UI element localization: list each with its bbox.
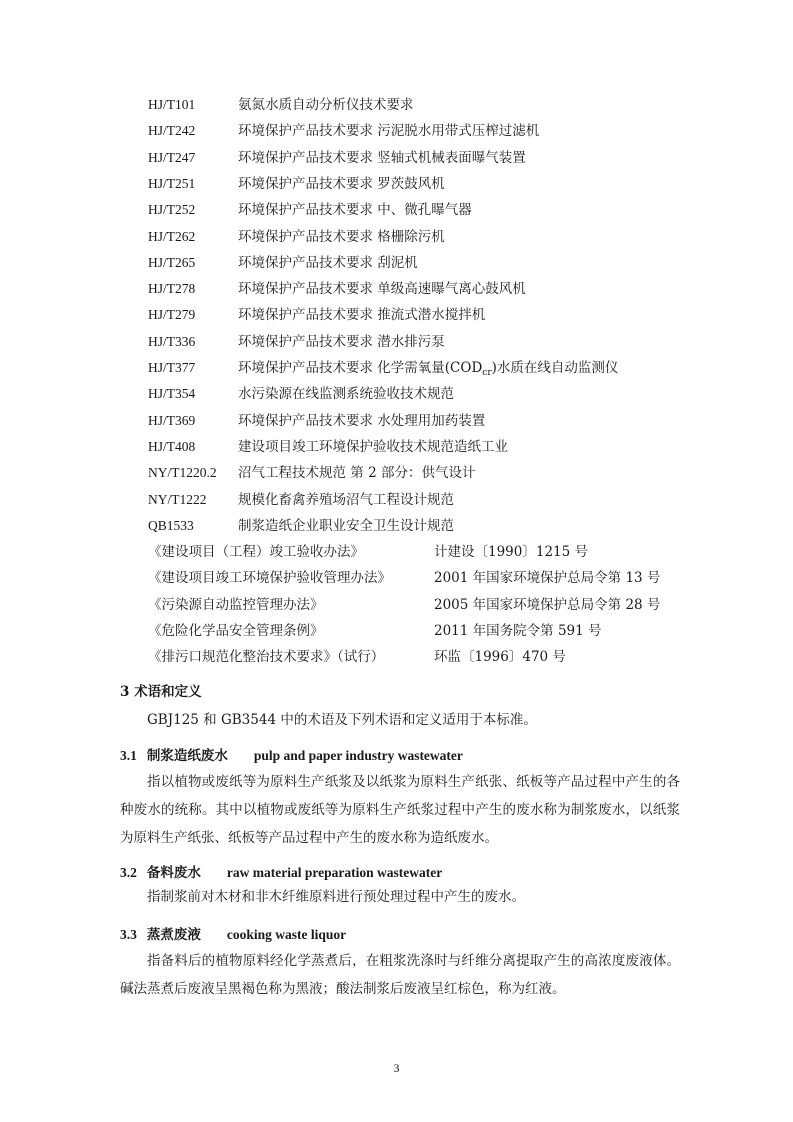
term-number: 3.1 bbox=[120, 748, 137, 763]
reference-row bbox=[148, 254, 418, 272]
reference-row bbox=[148, 149, 526, 167]
reference-title-subscript: cr bbox=[482, 368, 492, 378]
reference-row bbox=[148, 385, 454, 403]
reference-row bbox=[148, 491, 454, 509]
section-3-title: 3 术语和定义 bbox=[120, 684, 202, 700]
reference-code: NY/T1220.2 bbox=[148, 465, 217, 481]
page-number: 3 bbox=[393, 1061, 400, 1075]
term-en: raw material preparation wastewater bbox=[226, 865, 443, 880]
reference-title-part: 环境保护产品技术要求 化学需氧量(COD bbox=[238, 360, 483, 376]
reference-title: 氨氮水质自动分析仪技术要求 bbox=[238, 97, 414, 113]
reference-row bbox=[148, 464, 475, 482]
reference-row bbox=[148, 306, 485, 324]
reference-row bbox=[148, 175, 445, 193]
reference-row bbox=[148, 96, 414, 114]
regulation-row bbox=[148, 622, 602, 640]
reference-title: 环境保护产品技术要求 罗茨鼓风机 bbox=[238, 175, 445, 192]
reference-code: HJ/T336 bbox=[148, 333, 196, 349]
regulation-number: 2011 年国务院令第 591 号 bbox=[434, 622, 602, 639]
reference-code: HJ/T252 bbox=[148, 202, 196, 218]
regulation-name: 《排污口规范化整治技术要求》（试行） bbox=[148, 649, 385, 666]
reference-code: HJ/T242 bbox=[148, 123, 196, 139]
reference-title: 环境保护产品技术要求 中、微孔曝气器 bbox=[238, 202, 472, 219]
reference-code: QB1533 bbox=[148, 517, 194, 533]
regulation-row bbox=[148, 543, 588, 561]
reference-title: 建设项目竣工环境保护验收技术规范造纸工业 bbox=[238, 438, 508, 455]
reference-title bbox=[238, 359, 618, 382]
reference-row bbox=[148, 438, 508, 456]
reference-row bbox=[148, 201, 472, 219]
regulation-name: 《建设项目竣工环境保护验收管理办法》 bbox=[148, 570, 391, 587]
regulation-name: 《建设项目（工程）竣工验收办法》 bbox=[148, 544, 364, 560]
regulation-number: 环监〔1996〕470 号 bbox=[434, 649, 566, 666]
term-en: cooking waste liquor bbox=[226, 927, 347, 942]
reference-row bbox=[148, 517, 454, 535]
reference-title: 水污染源在线监测系统验收技术规范 bbox=[238, 386, 454, 403]
term-definition-3-2: 指制浆前对木材和非木纤维原料进行预处理过程中产生的废水。 bbox=[147, 889, 525, 905]
reference-code: HJ/T262 bbox=[148, 228, 196, 244]
reference-title-part: )水质在线自动监测仪 bbox=[491, 360, 619, 376]
reference-title: 规模化畜禽养殖场沼气工程设计规范 bbox=[238, 491, 454, 508]
term-definition-3-3: 指备料后的植物原料经化学蒸煮后，在粗浆洗涤时与纤维分离提取产生的高浓度废液体。碱法蒸煮后废液呈黑褐色称为黑液；酸法制浆后废液呈红棕色，称为红液。 bbox=[120, 953, 680, 997]
reference-code: HJ/T247 bbox=[148, 149, 196, 165]
reference-title: 环境保护产品技术要求 水处理用加药装置 bbox=[238, 412, 486, 429]
reference-code: HJ/T278 bbox=[148, 281, 196, 297]
regulation-row bbox=[148, 569, 660, 587]
reference-title: 制浆造纸企业职业安全卫生设计规范 bbox=[238, 517, 454, 534]
reference-code: NY/T1222 bbox=[148, 491, 207, 507]
term-zh: 制浆造纸废水 bbox=[146, 748, 228, 764]
reference-title: 环境保护产品技术要求 潜水排污泵 bbox=[238, 333, 445, 350]
reference-title: 环境保护产品技术要求 刮泥机 bbox=[238, 254, 418, 271]
reference-row bbox=[148, 122, 539, 140]
regulation-number: 2001 年国家环境保护总局令第 13 号 bbox=[434, 570, 661, 587]
regulation-row bbox=[148, 596, 660, 614]
term-heading-3-3 bbox=[120, 926, 346, 944]
reference-row bbox=[148, 412, 485, 430]
term-zh: 备料废水 bbox=[146, 865, 201, 881]
reference-title: 环境保护产品技术要求 竖轴式机械表面曝气装置 bbox=[238, 149, 526, 166]
reference-title: 环境保护产品技术要求 格栅除污机 bbox=[238, 228, 445, 245]
term-heading-3-2 bbox=[120, 864, 442, 882]
term-zh: 蒸煮废液 bbox=[146, 927, 201, 943]
section-intro: GBJ125 和 GB3544 中的术语及下列术语和定义适用于本标准。 bbox=[147, 712, 537, 728]
reference-code: HJ/T377 bbox=[148, 360, 196, 375]
reference-code: HJ/T251 bbox=[148, 175, 196, 191]
section-heading bbox=[120, 683, 202, 701]
regulation-number: 2005 年国家环境保护总局令第 28 号 bbox=[434, 596, 661, 613]
reference-title: 环境保护产品技术要求 推流式潜水搅拌机 bbox=[238, 307, 486, 324]
reference-title: 环境保护产品技术要求 污泥脱水用带式压榨过滤机 bbox=[238, 123, 540, 140]
reference-code: HJ/T279 bbox=[148, 307, 196, 323]
reference-row bbox=[148, 359, 618, 382]
regulation-name: 《危险化学品安全管理条例》 bbox=[148, 622, 324, 639]
term-heading-3-1 bbox=[120, 747, 463, 765]
reference-code: HJ/T101 bbox=[148, 97, 196, 112]
regulation-number: 计建设〔1990〕1215 号 bbox=[434, 544, 589, 560]
reference-code: HJ/T354 bbox=[148, 386, 196, 402]
reference-code: HJ/T408 bbox=[148, 438, 196, 454]
term-en: pulp and paper industry wastewater bbox=[253, 748, 463, 763]
reference-title: 沼气工程技术规范 第 2 部分：供气设计 bbox=[238, 465, 476, 482]
reference-row bbox=[148, 280, 526, 298]
reference-row bbox=[148, 228, 445, 246]
term-number: 3.2 bbox=[120, 865, 137, 880]
term-definition-3-1: 指以植物或废纸等为原料生产纸浆及以纸浆为原料生产纸张、纸板等产品过程中产生的各种废水的统称。其中以植物或废纸等为原料生产纸浆过程中产生的废水称为制浆废水，以纸浆为原料生产纸张、纸板等产品过程中产生的废水称为造纸废水。 bbox=[120, 774, 680, 846]
reference-code: HJ/T369 bbox=[148, 412, 196, 428]
reference-title: 环境保护产品技术要求 单级高速曝气离心鼓风机 bbox=[238, 281, 526, 298]
regulation-name: 《污染源自动监控管理办法》 bbox=[148, 596, 324, 613]
term-number: 3.3 bbox=[120, 927, 137, 942]
reference-row bbox=[148, 333, 445, 351]
regulation-row bbox=[148, 648, 566, 666]
reference-code: HJ/T265 bbox=[148, 254, 196, 270]
